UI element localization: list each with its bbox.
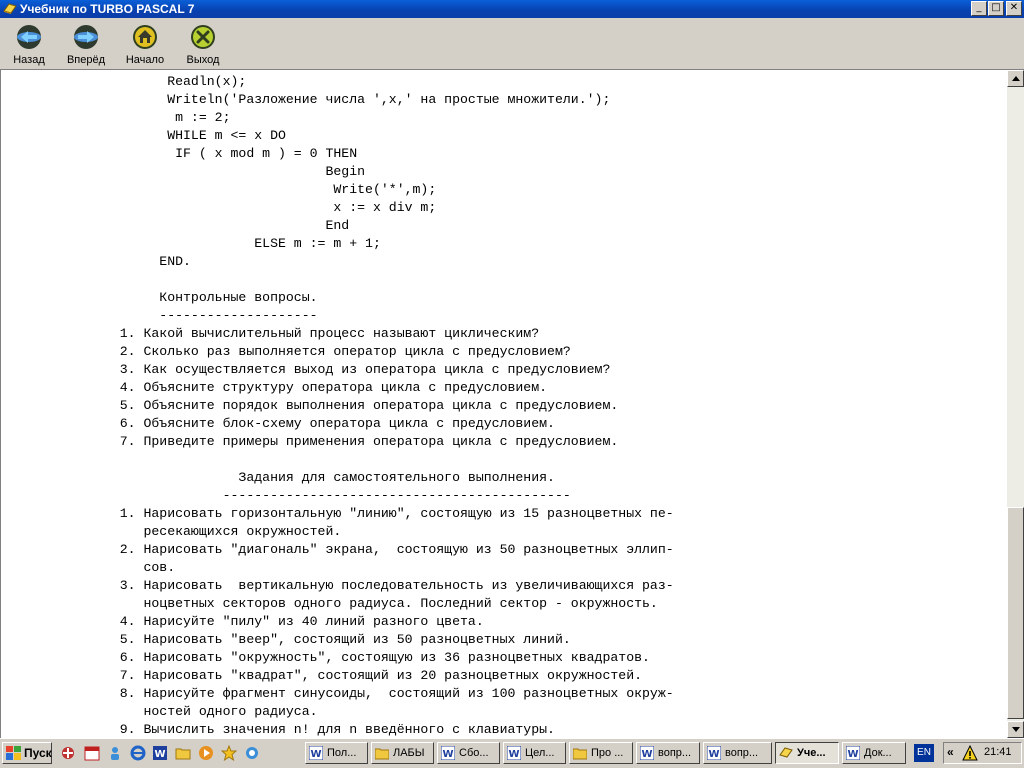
text-line: 1. Какой вычислительный процесс называют циклическим? — [1, 326, 540, 341]
exit-button[interactable] — [175, 21, 231, 67]
taskbar-button[interactable] — [371, 742, 434, 764]
forward-button[interactable] — [58, 21, 114, 67]
home-label: Начало — [125, 54, 165, 66]
favorites-icon[interactable] — [221, 745, 237, 761]
clock: 21:41 — [984, 746, 1012, 758]
minimize-button[interactable]: _ — [971, 1, 987, 16]
text-line: ноцветных секторов одного радиуса. Последний сектор - окружность. — [1, 596, 658, 611]
messenger-icon[interactable] — [107, 745, 123, 761]
system-tray — [943, 742, 1022, 764]
folder-icon — [375, 746, 389, 760]
text-line: ресекающихся окружностей. — [1, 524, 342, 539]
windows-flag-icon — [6, 746, 21, 760]
book-icon — [3, 2, 17, 15]
text-line: 1. Нарисовать горизонтальную "линию", состоящую из 15 разноцветных пе- — [1, 506, 674, 521]
svg-text:W: W — [641, 749, 653, 760]
calendar-icon[interactable] — [84, 745, 100, 761]
taskbar-button-label: Про ... — [591, 747, 624, 759]
close-button[interactable]: ✕ — [1006, 1, 1022, 16]
text-line: IF ( x mod m ) = 0 THEN — [1, 146, 358, 161]
taskbar-button-label: Док... — [864, 747, 892, 759]
text-line: Readln(x); — [1, 74, 247, 89]
text-line: 6. Объясните блок-схему оператора цикла с предусловием. — [1, 416, 555, 431]
taskbar-button[interactable] — [775, 742, 839, 764]
word-quicklaunch-icon[interactable] — [152, 745, 168, 761]
text-line: 8. Нарисуйте фрагмент синусоиды, состоящий из 100 разноцветных окруж- — [1, 686, 674, 701]
text-line: m := 2; — [1, 110, 231, 125]
help-book-icon — [779, 746, 793, 760]
text-line: 2. Сколько раз выполняется оператор цикла с предусловием? — [1, 344, 571, 359]
toolbar — [0, 18, 1024, 70]
text-line: 7. Приведите примеры применения оператора цикла с предусловием. — [1, 434, 619, 449]
exit-icon — [189, 23, 217, 51]
tray-expand-button[interactable]: « — [947, 745, 954, 759]
svg-text:W: W — [154, 749, 166, 760]
taskbar-button-label: вопр... — [725, 747, 759, 759]
start-label: Пуск — [24, 746, 52, 760]
warning-icon[interactable] — [962, 745, 978, 761]
text-line: x := x div m; — [1, 200, 437, 215]
taskbar-button-label: Сбо... — [459, 747, 489, 759]
start-button[interactable] — [2, 742, 52, 764]
taskbar-button[interactable] — [305, 742, 368, 764]
forward-arrow-icon — [72, 23, 100, 51]
svg-text:W: W — [508, 749, 520, 760]
text-line: Begin — [1, 164, 366, 179]
explorer-icon[interactable] — [244, 745, 260, 761]
text-line: 7. Нарисовать "квадрат", состоящий из 20 разноцветных окружностей. — [1, 668, 643, 683]
back-button[interactable] — [1, 21, 57, 67]
text-line: 5. Нарисовать "веер", состоящий из 50 разноцветных линий. — [1, 632, 571, 647]
word-icon — [309, 746, 323, 760]
text-line: 3. Как осуществляется выход из оператора цикла с предусловием? — [1, 362, 611, 377]
text-line: Задания для самостоятельного выполнения. — [1, 470, 555, 485]
down-arrow-icon — [1012, 727, 1020, 732]
document-view[interactable] — [0, 70, 1007, 738]
back-arrow-icon — [15, 23, 43, 51]
taskbar-button-label: Пол... — [327, 747, 357, 759]
word-icon — [846, 746, 860, 760]
internet-explorer-icon[interactable] — [130, 745, 146, 761]
word-icon — [507, 746, 521, 760]
home-icon — [131, 23, 159, 51]
text-line: End — [1, 218, 350, 233]
scroll-down-button[interactable] — [1007, 721, 1024, 738]
folder-icon — [573, 746, 587, 760]
title-bar[interactable] — [0, 0, 1024, 18]
vertical-scrollbar[interactable] — [1007, 70, 1024, 738]
taskbar-button-label: вопр... — [658, 747, 692, 759]
text-line — [1, 271, 674, 289]
word-icon — [441, 746, 455, 760]
scroll-up-button[interactable] — [1007, 70, 1024, 87]
taskbar-button[interactable] — [569, 742, 633, 764]
svg-text:W: W — [310, 749, 322, 760]
svg-text:W: W — [847, 749, 859, 760]
taskbar-button[interactable] — [703, 742, 772, 764]
back-label: Назад — [13, 54, 45, 66]
svg-text:W: W — [708, 749, 720, 760]
text-line: 2. Нарисовать "диагональ" экрана, состоящую из 50 разноцветных эллип- — [1, 542, 674, 557]
taskbar-button[interactable] — [437, 742, 500, 764]
language-indicator[interactable]: EN — [914, 744, 934, 762]
text-line — [1, 451, 674, 469]
text-line: ELSE m := m + 1; — [1, 236, 381, 251]
network-icon[interactable] — [60, 745, 76, 761]
svg-text:W: W — [442, 749, 454, 760]
home-button[interactable] — [117, 21, 173, 67]
text-line: сов. — [1, 560, 176, 575]
forward-label: Вперёд — [66, 54, 106, 66]
text-line: ностей одного радиуса. — [1, 704, 318, 719]
taskbar-button[interactable] — [636, 742, 700, 764]
taskbar — [0, 738, 1024, 768]
taskbar-button[interactable] — [842, 742, 906, 764]
text-line: Write('*',m); — [1, 182, 437, 197]
text-line: 9. Вычислить значения n! для n введённого с клавиатуры. — [1, 722, 555, 737]
maximize-button[interactable]: □ — [988, 1, 1004, 16]
taskbar-button-label: Уче... — [797, 747, 826, 759]
text-line: Контрольные вопросы. — [1, 290, 318, 305]
document-text — [1, 73, 674, 738]
text-line: -------------------- — [1, 308, 318, 323]
up-arrow-icon — [1012, 76, 1020, 81]
text-line: 5. Объясните порядок выполнения оператора цикла с предусловием. — [1, 398, 619, 413]
text-line: END. — [1, 254, 191, 269]
exit-label: Выход — [186, 54, 220, 66]
text-line: Writeln('Разложение числа ',x,' на простые множители.'); — [1, 92, 611, 107]
text-line: -------------------------------------------- — [1, 488, 571, 503]
folder-quicklaunch-icon[interactable] — [175, 745, 191, 761]
taskbar-button-label: Цел... — [525, 747, 555, 759]
text-line: 4. Объясните структуру оператора цикла с предусловием. — [1, 380, 548, 395]
text-line: 3. Нарисовать вертикальную последовательность из увеличивающихся раз- — [1, 578, 674, 593]
taskbar-button-label: ЛАБЫ — [393, 747, 425, 759]
text-line: 4. Нарисуйте "пилу" из 40 линий разного цвета. — [1, 614, 484, 629]
taskbar-button[interactable] — [503, 742, 566, 764]
word-icon — [640, 746, 654, 760]
word-icon — [707, 746, 721, 760]
window-title: Учебник по TURBO PASCAL 7 — [20, 2, 195, 16]
scroll-thumb[interactable] — [1007, 507, 1024, 719]
media-player-icon[interactable] — [198, 745, 214, 761]
text-line: WHILE m <= x DO — [1, 128, 286, 143]
text-line: 6. Нарисовать "окружность", состоящую из 36 разноцветных квадратов. — [1, 650, 650, 665]
